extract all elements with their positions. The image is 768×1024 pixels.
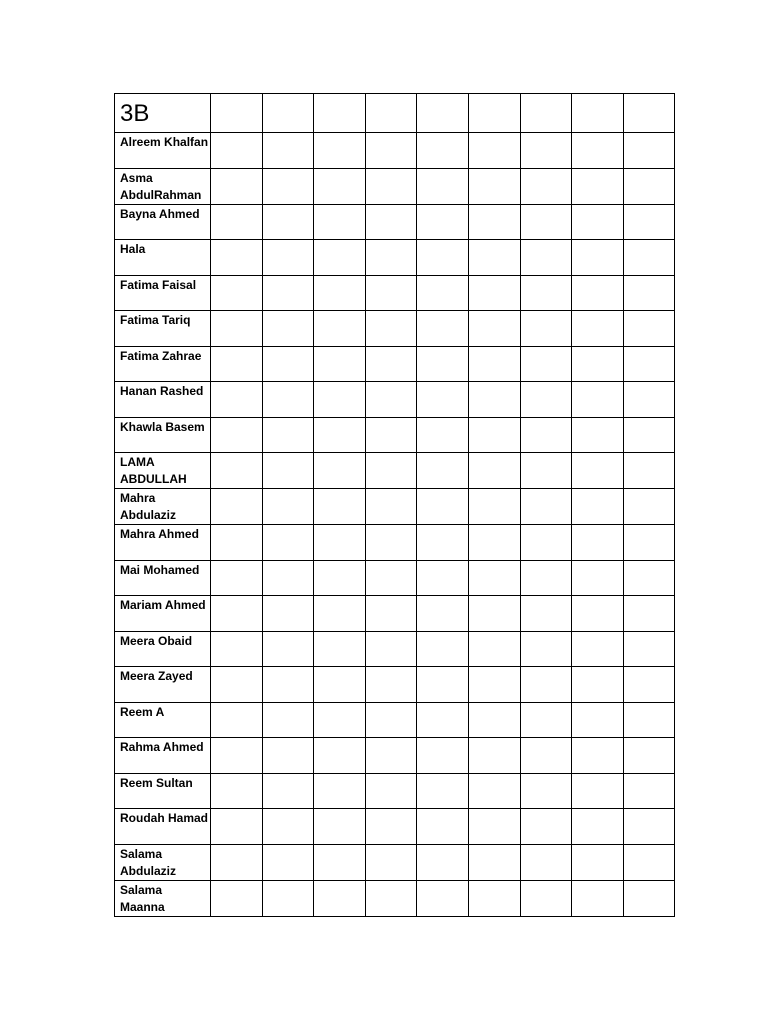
mark-cell[interactable] bbox=[623, 738, 675, 774]
mark-cell[interactable] bbox=[417, 596, 469, 632]
mark-cell[interactable] bbox=[314, 382, 366, 418]
mark-cell[interactable] bbox=[572, 168, 624, 204]
mark-cell[interactable] bbox=[314, 667, 366, 703]
mark-cell[interactable] bbox=[365, 346, 417, 382]
header-cell[interactable] bbox=[520, 94, 572, 133]
mark-cell[interactable] bbox=[468, 738, 520, 774]
mark-cell[interactable] bbox=[365, 489, 417, 525]
mark-cell[interactable] bbox=[211, 275, 263, 311]
mark-cell[interactable] bbox=[365, 382, 417, 418]
student-name: Fatima Zahrae bbox=[115, 346, 211, 382]
mark-cell[interactable] bbox=[468, 809, 520, 845]
mark-cell[interactable] bbox=[365, 133, 417, 169]
mark-cell[interactable] bbox=[468, 667, 520, 703]
mark-cell[interactable] bbox=[365, 560, 417, 596]
student-row bbox=[115, 844, 675, 880]
mark-cell[interactable] bbox=[520, 417, 572, 453]
mark-cell[interactable] bbox=[520, 453, 572, 489]
mark-cell[interactable] bbox=[211, 311, 263, 347]
mark-cell[interactable] bbox=[572, 525, 624, 561]
mark-cell[interactable] bbox=[365, 275, 417, 311]
mark-cell[interactable] bbox=[520, 809, 572, 845]
student-name: Meera Zayed bbox=[115, 667, 211, 703]
mark-cell[interactable] bbox=[468, 168, 520, 204]
mark-cell[interactable] bbox=[520, 738, 572, 774]
mark-cell[interactable] bbox=[314, 346, 366, 382]
mark-cell[interactable] bbox=[623, 702, 675, 738]
mark-cell[interactable] bbox=[365, 204, 417, 240]
mark-cell[interactable] bbox=[468, 204, 520, 240]
mark-cell[interactable] bbox=[468, 773, 520, 809]
student-name: Asma AbdulRahman bbox=[115, 168, 211, 204]
mark-cell[interactable] bbox=[262, 275, 314, 311]
student-row bbox=[115, 275, 675, 311]
mark-cell[interactable] bbox=[572, 667, 624, 703]
header-cell[interactable] bbox=[468, 94, 520, 133]
mark-cell[interactable] bbox=[417, 346, 469, 382]
mark-cell[interactable] bbox=[572, 133, 624, 169]
mark-cell[interactable] bbox=[623, 311, 675, 347]
student-row bbox=[115, 880, 675, 916]
mark-cell[interactable] bbox=[365, 702, 417, 738]
student-row bbox=[115, 809, 675, 845]
student-row bbox=[115, 596, 675, 632]
header-cell[interactable] bbox=[211, 94, 263, 133]
mark-cell[interactable] bbox=[262, 738, 314, 774]
mark-cell[interactable] bbox=[623, 133, 675, 169]
mark-cell[interactable] bbox=[365, 525, 417, 561]
student-name: Hala bbox=[115, 240, 211, 276]
mark-cell[interactable] bbox=[417, 453, 469, 489]
mark-cell[interactable] bbox=[211, 168, 263, 204]
mark-cell[interactable] bbox=[623, 346, 675, 382]
mark-cell[interactable] bbox=[211, 702, 263, 738]
mark-cell[interactable] bbox=[365, 311, 417, 347]
student-row bbox=[115, 525, 675, 561]
mark-cell[interactable] bbox=[468, 240, 520, 276]
mark-cell[interactable] bbox=[572, 382, 624, 418]
mark-cell[interactable] bbox=[211, 382, 263, 418]
mark-cell[interactable] bbox=[262, 560, 314, 596]
mark-cell[interactable] bbox=[417, 204, 469, 240]
mark-cell[interactable] bbox=[417, 809, 469, 845]
mark-cell[interactable] bbox=[314, 880, 366, 916]
mark-cell[interactable] bbox=[468, 702, 520, 738]
student-name: Rahma Ahmed bbox=[115, 738, 211, 774]
mark-cell[interactable] bbox=[262, 631, 314, 667]
mark-cell[interactable] bbox=[468, 880, 520, 916]
mark-cell[interactable] bbox=[520, 525, 572, 561]
mark-cell[interactable] bbox=[211, 880, 263, 916]
mark-cell[interactable] bbox=[417, 382, 469, 418]
mark-cell[interactable] bbox=[262, 525, 314, 561]
mark-cell[interactable] bbox=[262, 773, 314, 809]
mark-cell[interactable] bbox=[417, 667, 469, 703]
mark-cell[interactable] bbox=[468, 560, 520, 596]
mark-cell[interactable] bbox=[417, 631, 469, 667]
mark-cell[interactable] bbox=[520, 844, 572, 880]
student-row bbox=[115, 738, 675, 774]
student-row bbox=[115, 240, 675, 276]
mark-cell[interactable] bbox=[314, 773, 366, 809]
mark-cell[interactable] bbox=[468, 525, 520, 561]
student-name: Mahra Ahmed bbox=[115, 525, 211, 561]
mark-cell[interactable] bbox=[623, 631, 675, 667]
mark-cell[interactable] bbox=[262, 240, 314, 276]
mark-cell[interactable] bbox=[572, 596, 624, 632]
student-name: Mariam Ahmed bbox=[115, 596, 211, 632]
mark-cell[interactable] bbox=[211, 560, 263, 596]
mark-cell[interactable] bbox=[572, 489, 624, 525]
header-row bbox=[115, 94, 675, 133]
mark-cell[interactable] bbox=[520, 560, 572, 596]
mark-cell[interactable] bbox=[314, 168, 366, 204]
mark-cell[interactable] bbox=[211, 525, 263, 561]
mark-cell[interactable] bbox=[314, 275, 366, 311]
mark-cell[interactable] bbox=[211, 417, 263, 453]
mark-cell[interactable] bbox=[314, 560, 366, 596]
mark-cell[interactable] bbox=[468, 275, 520, 311]
mark-cell[interactable] bbox=[262, 346, 314, 382]
mark-cell[interactable] bbox=[417, 489, 469, 525]
mark-cell[interactable] bbox=[314, 631, 366, 667]
mark-cell[interactable] bbox=[211, 631, 263, 667]
mark-cell[interactable] bbox=[417, 738, 469, 774]
student-row bbox=[115, 667, 675, 703]
student-name: LAMA ABDULLAH bbox=[115, 453, 211, 489]
mark-cell[interactable] bbox=[314, 844, 366, 880]
mark-cell[interactable] bbox=[314, 702, 366, 738]
mark-cell[interactable] bbox=[211, 489, 263, 525]
mark-cell[interactable] bbox=[365, 631, 417, 667]
mark-cell[interactable] bbox=[262, 596, 314, 632]
mark-cell[interactable] bbox=[572, 453, 624, 489]
mark-cell[interactable] bbox=[314, 525, 366, 561]
mark-cell[interactable] bbox=[365, 809, 417, 845]
mark-cell[interactable] bbox=[520, 240, 572, 276]
mark-cell[interactable] bbox=[572, 738, 624, 774]
mark-cell[interactable] bbox=[520, 275, 572, 311]
mark-cell[interactable] bbox=[262, 417, 314, 453]
student-row bbox=[115, 702, 675, 738]
mark-cell[interactable] bbox=[572, 809, 624, 845]
mark-cell[interactable] bbox=[262, 880, 314, 916]
mark-cell[interactable] bbox=[623, 275, 675, 311]
mark-cell[interactable] bbox=[211, 809, 263, 845]
mark-cell[interactable] bbox=[520, 631, 572, 667]
student-name: Salama Abdulaziz bbox=[115, 844, 211, 880]
mark-cell[interactable] bbox=[211, 204, 263, 240]
mark-cell[interactable] bbox=[468, 382, 520, 418]
student-row bbox=[115, 311, 675, 347]
student-name: Alreem Khalfan bbox=[115, 133, 211, 169]
mark-cell[interactable] bbox=[468, 453, 520, 489]
student-name: Meera Obaid bbox=[115, 631, 211, 667]
mark-cell[interactable] bbox=[365, 417, 417, 453]
mark-cell[interactable] bbox=[572, 773, 624, 809]
mark-cell[interactable] bbox=[623, 880, 675, 916]
student-row bbox=[115, 417, 675, 453]
header-cell[interactable] bbox=[314, 94, 366, 133]
header-cell[interactable] bbox=[262, 94, 314, 133]
mark-cell[interactable] bbox=[417, 417, 469, 453]
mark-cell[interactable] bbox=[211, 453, 263, 489]
mark-cell[interactable] bbox=[417, 702, 469, 738]
student-name: Salama Maanna bbox=[115, 880, 211, 916]
mark-cell[interactable] bbox=[365, 844, 417, 880]
mark-cell[interactable] bbox=[211, 667, 263, 703]
mark-cell[interactable] bbox=[262, 133, 314, 169]
mark-cell[interactable] bbox=[211, 240, 263, 276]
mark-cell[interactable] bbox=[314, 240, 366, 276]
mark-cell[interactable] bbox=[314, 489, 366, 525]
mark-cell[interactable] bbox=[572, 631, 624, 667]
mark-cell[interactable] bbox=[417, 275, 469, 311]
mark-cell[interactable] bbox=[417, 560, 469, 596]
student-name: Fatima Tariq bbox=[115, 311, 211, 347]
mark-cell[interactable] bbox=[520, 596, 572, 632]
mark-cell[interactable] bbox=[262, 702, 314, 738]
mark-cell[interactable] bbox=[262, 168, 314, 204]
mark-cell[interactable] bbox=[468, 133, 520, 169]
student-row bbox=[115, 382, 675, 418]
mark-cell[interactable] bbox=[365, 453, 417, 489]
mark-cell[interactable] bbox=[314, 311, 366, 347]
student-name: Mahra Abdulaziz bbox=[115, 489, 211, 525]
mark-cell[interactable] bbox=[365, 667, 417, 703]
mark-cell[interactable] bbox=[211, 773, 263, 809]
mark-cell[interactable] bbox=[520, 133, 572, 169]
mark-cell[interactable] bbox=[365, 596, 417, 632]
mark-cell[interactable] bbox=[520, 880, 572, 916]
mark-cell[interactable] bbox=[520, 168, 572, 204]
student-name: Khawla Basem bbox=[115, 417, 211, 453]
mark-cell[interactable] bbox=[417, 240, 469, 276]
student-row bbox=[115, 773, 675, 809]
mark-cell[interactable] bbox=[572, 204, 624, 240]
mark-cell[interactable] bbox=[572, 880, 624, 916]
mark-cell[interactable] bbox=[623, 453, 675, 489]
mark-cell[interactable] bbox=[623, 667, 675, 703]
student-name: Bayna Ahmed bbox=[115, 204, 211, 240]
student-row bbox=[115, 489, 675, 525]
mark-cell[interactable] bbox=[314, 417, 366, 453]
mark-cell[interactable] bbox=[520, 489, 572, 525]
mark-cell[interactable] bbox=[314, 809, 366, 845]
mark-cell[interactable] bbox=[572, 346, 624, 382]
student-row bbox=[115, 168, 675, 204]
student-name: Fatima Faisal bbox=[115, 275, 211, 311]
mark-cell[interactable] bbox=[365, 168, 417, 204]
mark-cell[interactable] bbox=[365, 880, 417, 916]
header-cell[interactable] bbox=[572, 94, 624, 133]
mark-cell[interactable] bbox=[520, 773, 572, 809]
header-cell[interactable] bbox=[365, 94, 417, 133]
mark-cell[interactable] bbox=[417, 168, 469, 204]
mark-cell[interactable] bbox=[520, 346, 572, 382]
mark-cell[interactable] bbox=[211, 133, 263, 169]
student-row bbox=[115, 453, 675, 489]
mark-cell[interactable] bbox=[623, 489, 675, 525]
mark-cell[interactable] bbox=[468, 311, 520, 347]
mark-cell[interactable] bbox=[314, 738, 366, 774]
class-title: 3B bbox=[115, 94, 211, 133]
mark-cell[interactable] bbox=[572, 702, 624, 738]
student-name: Reem Sultan bbox=[115, 773, 211, 809]
mark-cell[interactable] bbox=[572, 417, 624, 453]
mark-cell[interactable] bbox=[468, 844, 520, 880]
mark-cell[interactable] bbox=[572, 311, 624, 347]
mark-cell[interactable] bbox=[468, 489, 520, 525]
mark-cell[interactable] bbox=[211, 596, 263, 632]
mark-cell[interactable] bbox=[262, 844, 314, 880]
mark-cell[interactable] bbox=[572, 560, 624, 596]
mark-cell[interactable] bbox=[468, 596, 520, 632]
mark-cell[interactable] bbox=[417, 525, 469, 561]
mark-cell[interactable] bbox=[623, 773, 675, 809]
student-row bbox=[115, 204, 675, 240]
mark-cell[interactable] bbox=[417, 880, 469, 916]
mark-cell[interactable] bbox=[520, 311, 572, 347]
mark-cell[interactable] bbox=[262, 809, 314, 845]
mark-cell[interactable] bbox=[572, 240, 624, 276]
mark-cell[interactable] bbox=[468, 631, 520, 667]
mark-cell[interactable] bbox=[623, 560, 675, 596]
mark-cell[interactable] bbox=[314, 596, 366, 632]
mark-cell[interactable] bbox=[417, 844, 469, 880]
roster-body bbox=[115, 94, 675, 917]
mark-cell[interactable] bbox=[211, 346, 263, 382]
mark-cell[interactable] bbox=[623, 204, 675, 240]
mark-cell[interactable] bbox=[262, 382, 314, 418]
mark-cell[interactable] bbox=[468, 417, 520, 453]
mark-cell[interactable] bbox=[262, 667, 314, 703]
mark-cell[interactable] bbox=[520, 702, 572, 738]
mark-cell[interactable] bbox=[314, 133, 366, 169]
mark-cell[interactable] bbox=[623, 168, 675, 204]
student-row bbox=[115, 346, 675, 382]
student-name: Roudah Hamad bbox=[115, 809, 211, 845]
mark-cell[interactable] bbox=[520, 667, 572, 703]
header-cell[interactable] bbox=[417, 94, 469, 133]
mark-cell[interactable] bbox=[417, 311, 469, 347]
mark-cell[interactable] bbox=[572, 844, 624, 880]
class-roster-table bbox=[114, 93, 675, 917]
student-name: Hanan Rashed bbox=[115, 382, 211, 418]
mark-cell[interactable] bbox=[623, 809, 675, 845]
mark-cell[interactable] bbox=[623, 240, 675, 276]
mark-cell[interactable] bbox=[262, 453, 314, 489]
mark-cell[interactable] bbox=[623, 596, 675, 632]
mark-cell[interactable] bbox=[520, 382, 572, 418]
mark-cell[interactable] bbox=[262, 489, 314, 525]
student-row bbox=[115, 560, 675, 596]
mark-cell[interactable] bbox=[365, 773, 417, 809]
student-name: Reem A bbox=[115, 702, 211, 738]
mark-cell[interactable] bbox=[520, 204, 572, 240]
mark-cell[interactable] bbox=[365, 738, 417, 774]
mark-cell[interactable] bbox=[314, 453, 366, 489]
mark-cell[interactable] bbox=[417, 133, 469, 169]
student-name: Mai Mohamed bbox=[115, 560, 211, 596]
mark-cell[interactable] bbox=[211, 738, 263, 774]
mark-cell[interactable] bbox=[623, 382, 675, 418]
mark-cell[interactable] bbox=[623, 417, 675, 453]
student-row bbox=[115, 631, 675, 667]
mark-cell[interactable] bbox=[211, 844, 263, 880]
mark-cell[interactable] bbox=[262, 204, 314, 240]
mark-cell[interactable] bbox=[623, 844, 675, 880]
mark-cell[interactable] bbox=[572, 275, 624, 311]
mark-cell[interactable] bbox=[468, 346, 520, 382]
header-cell[interactable] bbox=[623, 94, 675, 133]
mark-cell[interactable] bbox=[262, 311, 314, 347]
mark-cell[interactable] bbox=[314, 204, 366, 240]
mark-cell[interactable] bbox=[623, 525, 675, 561]
student-row bbox=[115, 133, 675, 169]
mark-cell[interactable] bbox=[417, 773, 469, 809]
mark-cell[interactable] bbox=[365, 240, 417, 276]
